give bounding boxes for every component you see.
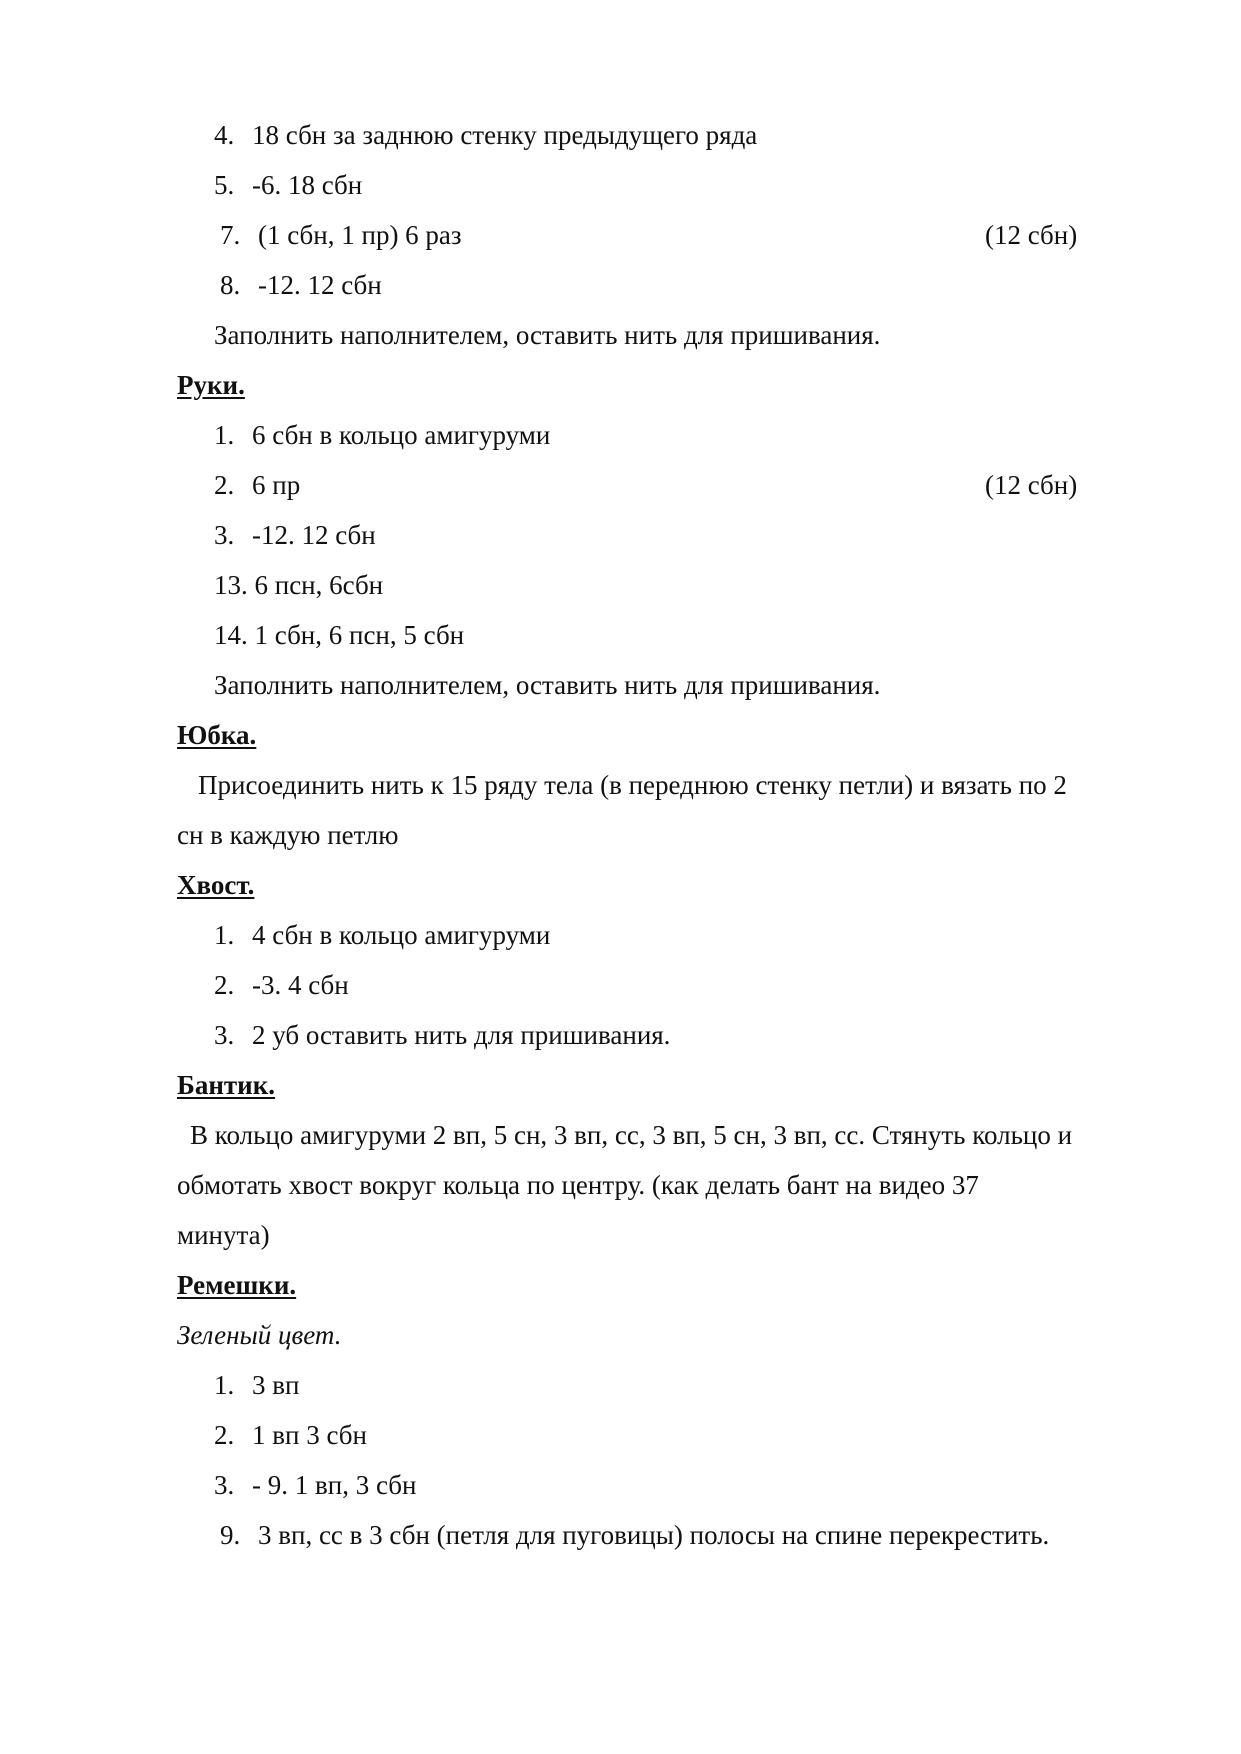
list-text: (1 сбн, 1 пр) 6 раз: [258, 220, 462, 250]
list-number: 3.: [214, 1470, 235, 1500]
list-text: - 9. 1 вп, 3 сбн: [252, 1470, 417, 1500]
list-text: 3 вп, сс в 3 сбн (петля для пуговицы) полосы на спине перекрестить.: [258, 1520, 1050, 1550]
list-item: [220, 218, 462, 252]
list-number: 2.: [214, 970, 235, 1000]
list-item: [214, 1368, 299, 1402]
section-heading-arms: Руки.: [177, 370, 245, 400]
list-item: [214, 1018, 670, 1052]
instruction-text: Заполнить наполнителем, оставить нить для пришивания.: [214, 320, 881, 350]
color-note: Зеленый цвет.: [177, 1320, 342, 1350]
paragraph-line: сн в каждую петлю: [177, 820, 399, 850]
list-item: [214, 168, 362, 202]
instruction-text: Заполнить наполнителем, оставить нить для пришивания.: [214, 670, 881, 700]
paragraph-line: обмотать хвост вокруг кольца по центру. (как делать бант на видео 37: [177, 1170, 979, 1200]
list-item: [214, 968, 349, 1002]
list-number: 4.: [214, 120, 235, 150]
list-item: 13. 6 псн, 6сбн: [214, 570, 384, 600]
list-item: [214, 518, 376, 552]
list-item: [214, 1468, 416, 1502]
list-text: 6 сбн в кольцо амигуруми: [252, 420, 551, 450]
list-number: 2.: [214, 470, 235, 500]
list-text: 4 сбн в кольцо амигуруми: [252, 920, 551, 950]
list-item: [220, 1518, 1049, 1552]
paragraph-line: В кольцо амигуруми 2 вп, 5 сн, 3 вп, сс, 3 вп, 5 сн, 3 вп, сс. Стянуть кольцо и: [190, 1120, 1073, 1150]
list-number: 3.: [214, 520, 235, 550]
stitch-count: (12 сбн): [985, 220, 1078, 250]
section-heading-tail: Хвост.: [177, 870, 255, 900]
section-heading-bow: Бантик.: [177, 1070, 276, 1100]
list-number: 5.: [214, 170, 235, 200]
list-item: [214, 468, 300, 502]
list-text: 3 вп: [252, 1370, 300, 1400]
list-text: 1 вп 3 сбн: [252, 1420, 367, 1450]
paragraph-line: Присоединить нить к 15 ряду тела (в переднюю стенку петли) и вязать по 2: [198, 770, 1067, 800]
list-item: [220, 268, 382, 302]
list-item: 14. 1 сбн, 6 псн, 5 сбн: [214, 620, 465, 650]
list-text: 2 уб оставить нить для пришивания.: [252, 1020, 671, 1050]
list-number: 1.: [214, 920, 235, 950]
list-number: 3.: [214, 1020, 235, 1050]
list-text: -12. 12 сбн: [258, 270, 382, 300]
list-item: [214, 1418, 367, 1452]
list-text: -3. 4 сбн: [252, 970, 349, 1000]
list-number: 7.: [220, 220, 241, 250]
list-text: -12. 12 сбн: [252, 520, 376, 550]
list-text: 6 пр: [252, 470, 301, 500]
paragraph-line: минута): [177, 1220, 270, 1250]
list-number: 1.: [214, 1370, 235, 1400]
list-item: [214, 118, 757, 152]
list-number: 2.: [214, 1420, 235, 1450]
stitch-count: (12 сбн): [985, 470, 1078, 500]
section-heading-skirt: Юбка.: [177, 720, 257, 750]
list-text: -6. 18 сбн: [252, 170, 363, 200]
list-text: 18 сбн за заднюю стенку предыдущего ряда: [252, 120, 758, 150]
list-number: 9.: [220, 1520, 241, 1550]
list-number: 1.: [214, 420, 235, 450]
section-heading-straps: Ремешки.: [177, 1270, 297, 1300]
list-item: [214, 418, 550, 452]
list-item: [214, 918, 550, 952]
list-number: 8.: [220, 270, 241, 300]
